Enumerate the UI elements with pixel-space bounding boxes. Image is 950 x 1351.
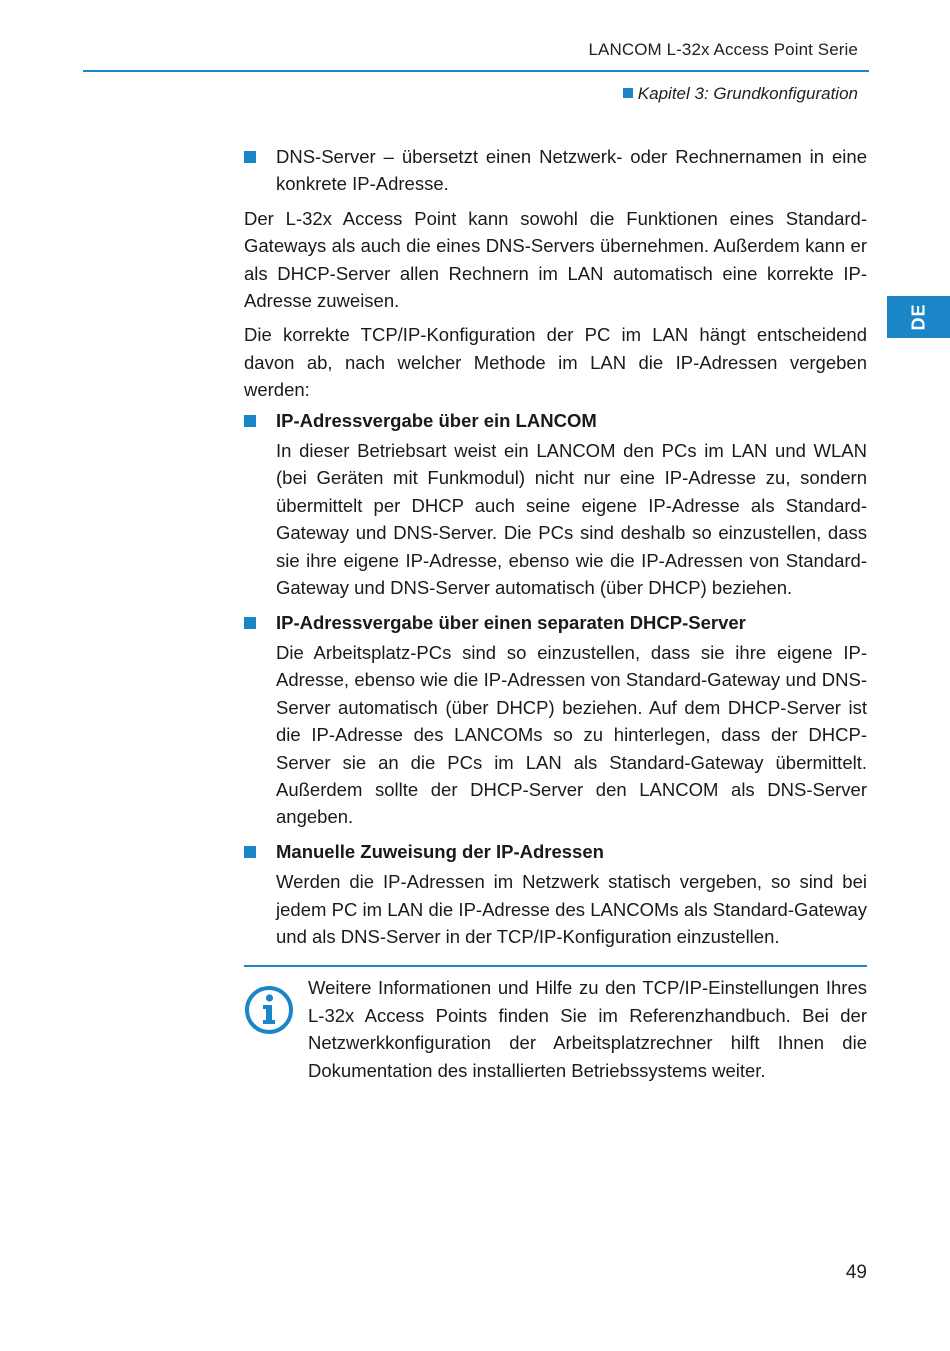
section-body: Werden die IP-Adressen im Netzwerk statisch vergeben, so sind bei jedem PC im LAN die IP-Adresse des LANCOMs als Standard-Gateway und als DNS-Server in der TCP/IP-Konfiguration einzustellen. [276,871,867,947]
page-number: 49 [845,1262,867,1283]
bullet-item-dns [244,143,867,198]
main-content [244,143,867,1084]
bullet-square-icon [244,846,256,858]
section-heading: IP-Adressvergabe über einen separaten DHCP-Server [276,611,746,633]
paragraph: Die korrekte TCP/IP-Konfiguration der PC im LAN hängt entscheidend davon ab, nach welcher Methode im LAN die IP-Adressen vergeben werden: [244,324,867,401]
chapter-label [623,84,858,104]
header-rule [83,70,869,72]
language-tab-label: DE [908,303,928,331]
paragraph: Der L-32x Access Point kann sowohl die Funktionen eines Standard-Gateways als auch die eines DNS-Servers übernehmen. Außerdem kann er als DHCP-Server allen Rechnern im LAN automatisch eine korrekte IP-Adresse zuweisen. [244,207,867,312]
section-body: In dieser Betriebsart weist ein LANCOM den PCs im LAN und WLAN (bei Geräten mit Funkmodul) nicht nur eine IP-Adresse zu, sondern übermittelt per DHCP auch seine eigene IP-Adresse als Standard-Gateway und DNS-Server. Die PCs sind deshalb so einzustellen, dass sie ihre eigene IP-Adresse, ebenso wie die IP-Adressen von Standard-Gateway und DNS-Server automatisch (über DHCP) beziehen. [276,440,867,599]
section-heading: IP-Adressvergabe über ein LANCOM [276,409,597,431]
bullet-square-icon [244,617,256,629]
section-item-manual [244,838,867,951]
language-tab [887,296,950,338]
chapter-square-icon [623,88,633,98]
section-item-dhcp-server [244,609,867,831]
note-rule [244,965,867,967]
info-note [244,974,867,1084]
info-icon [244,985,294,1035]
note-text: Weitere Informationen und Hilfe zu den TCP/IP-Einstellungen Ihres L-32x Access Points finden Sie im Referenzhandbuch. Bei der Netzwerkkonfiguration der Arbeitsplatzrechner hilft Ihnen die Dokumentation des installierten Betriebssystems weiter. [308,977,867,1081]
chapter-title: Kapitel 3: Grundkonfiguration [637,84,858,103]
bullet-text: DNS-Server – übersetzt einen Netzwerk- oder Rechnernamen in eine konkrete IP-Adresse. [276,146,867,195]
section-heading: Manuelle Zuweisung der IP-Adressen [276,840,604,862]
section-body: Die Arbeitsplatz-PCs sind so einzustellen, dass sie ihre eigene IP-Adresse, ebenso wie die IP-Adressen von Standard-Gateway und DNS-Server automatisch (über DHCP) beziehen. Auf dem DHCP-Server ist die IP-Adresse des LANCOMs so zu hinterlegen, dass der DHCP-Server sie an die PCs im LAN als Standard-Gateway übermittelt. Außerdem sollte der DHCP-Server den LANCOM als DNS-Server angeben. [276,641,867,828]
bullet-square-icon [244,415,256,427]
bullet-square-icon [244,151,256,163]
running-header-title: LANCOM L-32x Access Point Serie [588,40,858,59]
section-item-lancom [244,407,867,602]
